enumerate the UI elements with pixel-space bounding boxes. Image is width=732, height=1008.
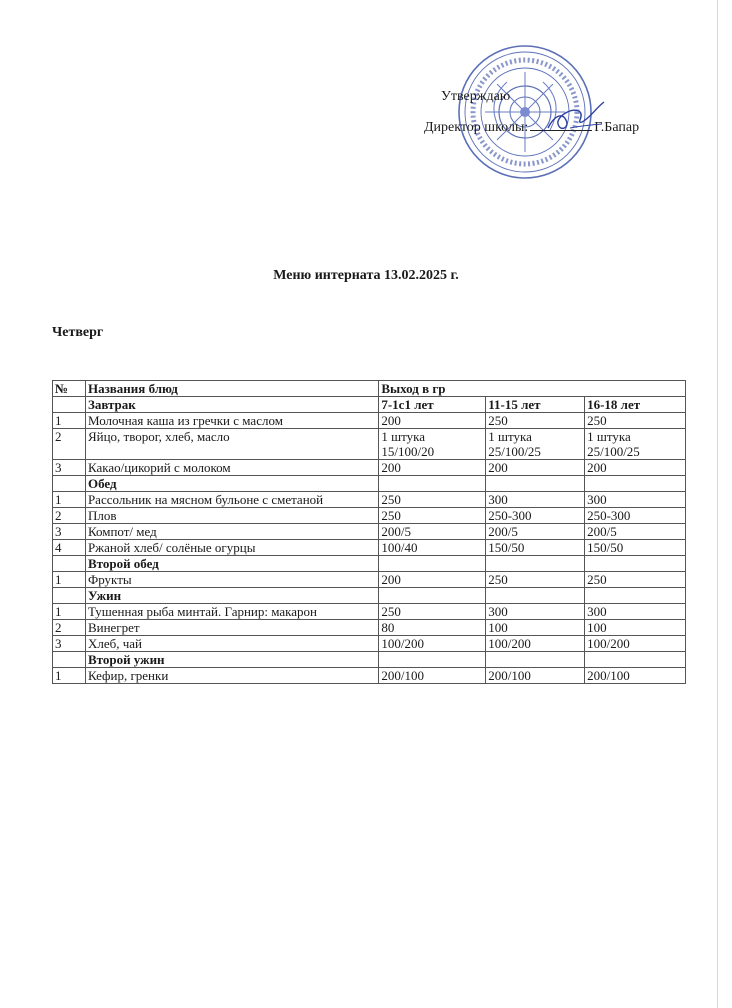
portion-value: 100/200 xyxy=(585,636,686,652)
portion-value: 200/5 xyxy=(379,524,486,540)
meal-title: Ужин xyxy=(85,588,378,604)
meal-section-row xyxy=(53,397,686,413)
dish-row xyxy=(53,429,686,460)
dish-number: 1 xyxy=(53,413,86,429)
empty-cell xyxy=(379,652,486,668)
dish-number: 4 xyxy=(53,540,86,556)
dish-name: Тушенная рыба минтай. Гарнир: макарон xyxy=(85,604,378,620)
portion-value: 1 штука 25/100/25 xyxy=(486,429,585,460)
portion-value: 150/50 xyxy=(585,540,686,556)
portion-value: 250-300 xyxy=(486,508,585,524)
empty-cell xyxy=(486,588,585,604)
dish-name: Винегрет xyxy=(85,620,378,636)
empty-cell xyxy=(585,556,686,572)
portion-value: 250 xyxy=(379,492,486,508)
portion-value: 100 xyxy=(585,620,686,636)
empty-cell xyxy=(379,476,486,492)
header-name: Названия блюд xyxy=(85,381,378,397)
page-edge xyxy=(717,0,718,1008)
dish-number: 1 xyxy=(53,604,86,620)
meal-num-empty xyxy=(53,588,86,604)
portion-value: 300 xyxy=(585,604,686,620)
dish-name: Какао/цикорий с молоком xyxy=(85,460,378,476)
dish-number: 2 xyxy=(53,508,86,524)
dish-row xyxy=(53,508,686,524)
portion-value: 250 xyxy=(486,413,585,429)
dish-name: Хлеб, чай xyxy=(85,636,378,652)
meal-title: Обед xyxy=(85,476,378,492)
meal-num-empty xyxy=(53,397,86,413)
menu-table xyxy=(52,380,686,684)
portion-value: 250 xyxy=(585,572,686,588)
dish-number: 1 xyxy=(53,492,86,508)
portion-value: 300 xyxy=(486,492,585,508)
dish-row xyxy=(53,492,686,508)
meal-section-row xyxy=(53,588,686,604)
table-header-row xyxy=(53,381,686,397)
header-output: Выход в гр xyxy=(379,381,686,397)
page-title: Меню интерната 13.02.2025 г. xyxy=(273,268,459,283)
age-group-label: 11-15 лет xyxy=(486,397,585,413)
header-num: № xyxy=(53,381,86,397)
portion-value: 250 xyxy=(486,572,585,588)
meal-title: Второй ужин xyxy=(85,652,378,668)
empty-cell xyxy=(379,588,486,604)
age-group-label: 7-1с1 лет xyxy=(379,397,486,413)
empty-cell xyxy=(585,652,686,668)
empty-cell xyxy=(585,588,686,604)
dish-name: Ржаной хлеб/ солёные огурцы xyxy=(85,540,378,556)
portion-value: 1 штука 15/100/20 xyxy=(379,429,486,460)
meal-num-empty xyxy=(53,476,86,492)
dish-row xyxy=(53,460,686,476)
portion-value: 200/5 xyxy=(585,524,686,540)
portion-value: 200/100 xyxy=(486,668,585,684)
portion-value: 100/40 xyxy=(379,540,486,556)
dish-number: 1 xyxy=(53,572,86,588)
director-name: Г.Бапар xyxy=(594,120,640,135)
meal-section-row xyxy=(53,556,686,572)
dish-name: Фрукты xyxy=(85,572,378,588)
director-label: Директор школы: xyxy=(424,120,529,135)
dish-name: Рассольник на мясном бульоне с сметаной xyxy=(85,492,378,508)
portion-value: 200 xyxy=(379,460,486,476)
age-group-label: 16-18 лет xyxy=(585,397,686,413)
dish-number: 1 xyxy=(53,668,86,684)
portion-value: 300 xyxy=(585,492,686,508)
dish-row xyxy=(53,413,686,429)
portion-value: 250 xyxy=(379,508,486,524)
meal-title: Завтрак xyxy=(85,397,378,413)
portion-value: 200 xyxy=(585,460,686,476)
portion-value: 150/50 xyxy=(486,540,585,556)
empty-cell xyxy=(486,476,585,492)
dish-number: 3 xyxy=(53,524,86,540)
portion-value: 100/200 xyxy=(379,636,486,652)
portion-value: 1 штука 25/100/25 xyxy=(585,429,686,460)
dish-name: Плов xyxy=(85,508,378,524)
portion-value: 200 xyxy=(379,572,486,588)
dish-row xyxy=(53,572,686,588)
dish-row xyxy=(53,636,686,652)
dish-name: Кефир, гренки xyxy=(85,668,378,684)
portion-value: 80 xyxy=(379,620,486,636)
day-label: Четверг xyxy=(52,325,104,340)
meal-title: Второй обед xyxy=(85,556,378,572)
dish-row xyxy=(53,604,686,620)
dish-row xyxy=(53,620,686,636)
meal-num-empty xyxy=(53,652,86,668)
portion-value: 300 xyxy=(486,604,585,620)
portion-value: 200/100 xyxy=(379,668,486,684)
portion-value: 100/200 xyxy=(486,636,585,652)
portion-value: 200/5 xyxy=(486,524,585,540)
portion-value: 200/100 xyxy=(585,668,686,684)
empty-cell xyxy=(486,652,585,668)
dish-row xyxy=(53,524,686,540)
portion-value: 100 xyxy=(486,620,585,636)
dish-row xyxy=(53,668,686,684)
handwritten-signature xyxy=(540,98,610,138)
empty-cell xyxy=(585,476,686,492)
portion-value: 200 xyxy=(379,413,486,429)
dish-number: 2 xyxy=(53,429,86,460)
approve-label: Утверждаю xyxy=(441,89,511,104)
dish-row xyxy=(53,540,686,556)
dish-number: 3 xyxy=(53,636,86,652)
meal-section-row xyxy=(53,652,686,668)
dish-number: 2 xyxy=(53,620,86,636)
dish-name: Компот/ мед xyxy=(85,524,378,540)
meal-section-row xyxy=(53,476,686,492)
dish-number: 3 xyxy=(53,460,86,476)
empty-cell xyxy=(486,556,585,572)
dish-name: Яйцо, творог, хлеб, масло xyxy=(85,429,378,460)
dish-name: Молочная каша из гречки с маслом xyxy=(85,413,378,429)
empty-cell xyxy=(379,556,486,572)
meal-num-empty xyxy=(53,556,86,572)
portion-value: 250 xyxy=(585,413,686,429)
portion-value: 200 xyxy=(486,460,585,476)
portion-value: 250 xyxy=(379,604,486,620)
portion-value: 250-300 xyxy=(585,508,686,524)
